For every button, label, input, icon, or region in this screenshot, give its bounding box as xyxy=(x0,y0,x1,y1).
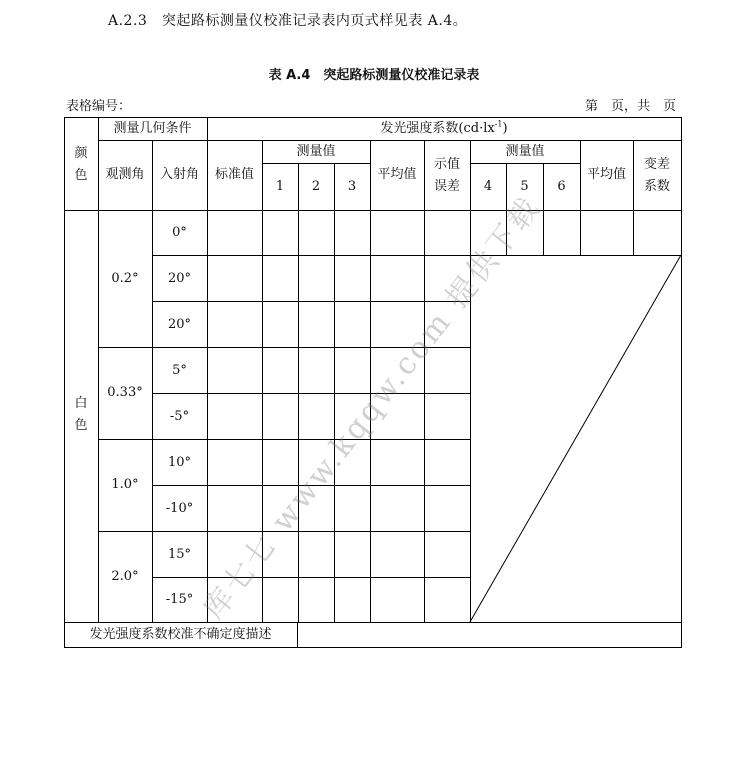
header-variation-text: 变差系数 xyxy=(643,157,670,194)
entrance-angle-1: 20° xyxy=(167,271,192,286)
header-standard-value: 标准值 xyxy=(214,167,254,182)
header-indication-error xyxy=(424,154,470,198)
header-indication-error-text: 示值误差 xyxy=(433,157,460,194)
header-col-1: 1 xyxy=(275,179,285,194)
intro-text: A.2.3 突起路标测量仪校准记录表内页式样见表 A.4。 xyxy=(108,13,468,29)
header-observation-angle: 观测角 xyxy=(105,167,145,182)
header-col-2: 2 xyxy=(311,179,321,194)
header-color xyxy=(64,143,98,187)
header-col-3: 3 xyxy=(347,179,357,194)
header-measured-1: 测量值 xyxy=(296,144,336,159)
header-col-6: 6 xyxy=(557,179,566,194)
observation-angle-1: 0.33° xyxy=(107,385,143,400)
header-col-4: 4 xyxy=(483,179,493,194)
color-value xyxy=(64,393,98,437)
header-measured-2: 测量值 xyxy=(505,144,545,159)
entrance-angle-8: -15° xyxy=(165,592,194,607)
header-coefficient: 发光强度系数$(cd\cdot lx^{-1})$ xyxy=(380,119,508,136)
header-average-1: 平均值 xyxy=(377,167,417,182)
header-color-text: 颜色 xyxy=(74,146,88,183)
entrance-angle-2: 20° xyxy=(167,317,192,332)
entrance-angle-5: 10° xyxy=(167,455,192,470)
entrance-angle-6: -10° xyxy=(165,501,194,516)
observation-angle-0: 0.2° xyxy=(111,271,139,286)
entrance-angle-7: 15° xyxy=(167,547,192,562)
observation-angle-3: 2.0° xyxy=(111,569,139,584)
header-entrance-angle: 入射角 xyxy=(159,167,199,182)
page-number-label: 第 页，共 页 xyxy=(584,99,676,114)
observation-angle-2: 1.0° xyxy=(111,477,139,492)
entrance-angle-0: 0° xyxy=(172,225,187,240)
form-number-label: 表格编号： xyxy=(66,99,132,114)
entrance-angle-4: -5° xyxy=(169,409,190,424)
header-variation xyxy=(633,154,681,198)
header-average-2: 平均值 xyxy=(586,167,626,182)
table-caption: 表 A.4 突起路标测量仪校准记录表 xyxy=(268,68,480,83)
uncertainty-description-label: 发光强度系数校准不确定度描述 xyxy=(89,627,272,642)
header-col-5: 5 xyxy=(520,179,529,194)
entrance-angle-3: 5° xyxy=(172,363,187,378)
color-value-text: 白色 xyxy=(74,396,88,433)
watermark: 库七七 www.kqqw.com 提供下载 xyxy=(196,189,549,627)
header-geometry: 测量几何条件 xyxy=(113,121,192,136)
